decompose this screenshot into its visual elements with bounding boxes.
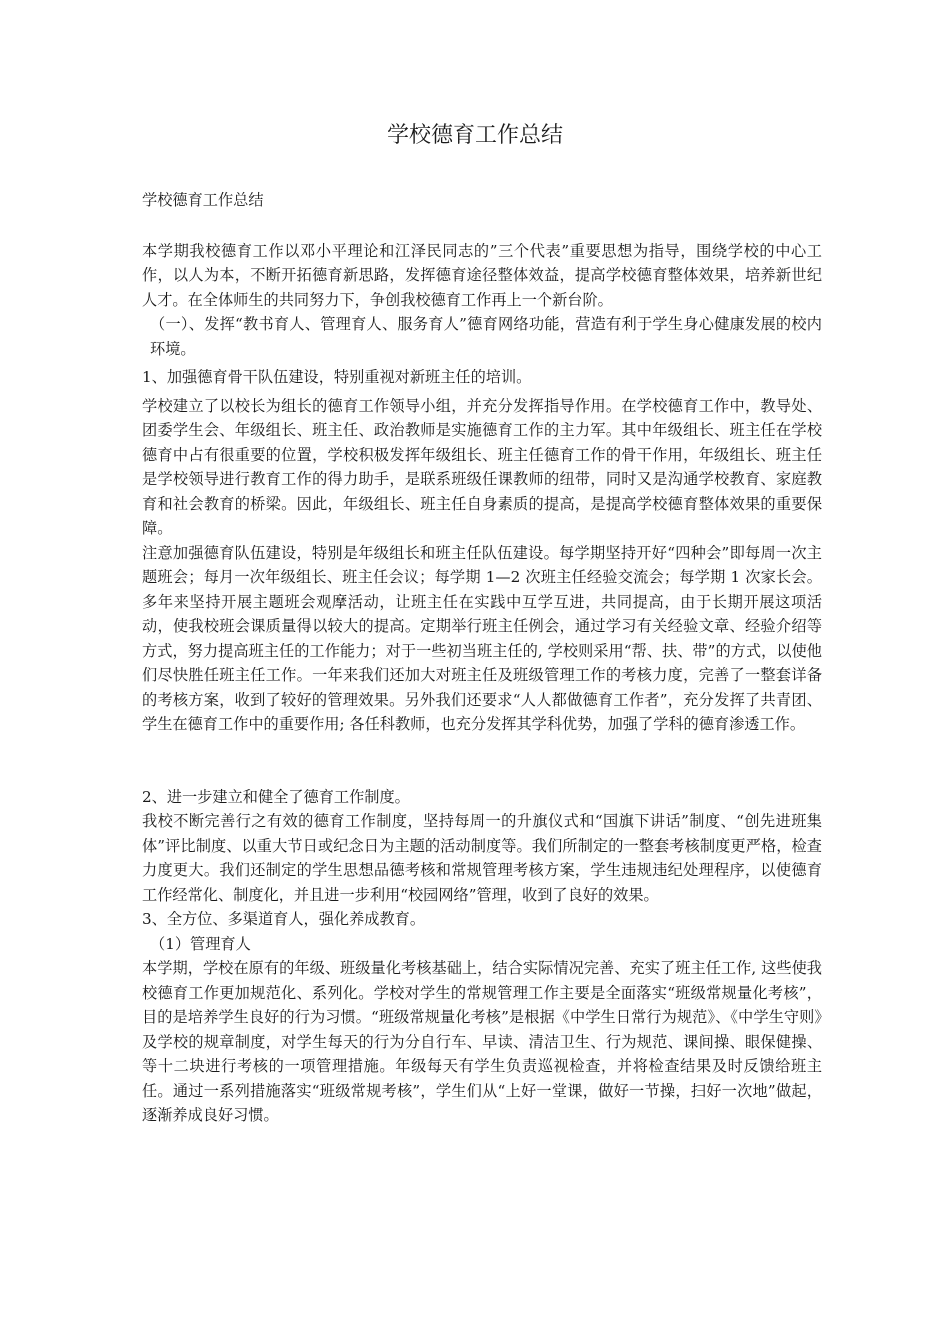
document-title: 学校德育工作总结: [386, 123, 563, 148]
paragraph-intro: 本学期我校德育工作以邓小平理论和江泽民同志的”三个代表”重要思想为指导，围绕学校的中心工作，以人为本，不断开拓德育新思路，发挥德育途径整体效益，提高学校德育整体效果，培养新世纪人才。在全体师生的共同努力下，争创我校德育工作再上一个新台阶。: [142, 241, 822, 309]
subsection-heading-1: 1、加强德育骨干队伍建设，特别重视对新班主任的培训。: [142, 368, 532, 386]
item-heading-management: （1）管理育人: [150, 934, 251, 953]
document-subtitle: 学校德育工作总结: [142, 191, 264, 209]
subsection-heading-2: 2、进一步建立和健全了德育工作制度。: [142, 787, 410, 806]
paragraph-team-building: 注意加强德育队伍建设，特别是年级组长和班主任队伍建设。每学期坚持开好“四种会”即每周一次主题班会；每月一次年级组长、班主任会议；每学期 1—2 次班主任经验交流会；每学期 1 次家长会。多年来坚持开展主题班会观摩活动，让班主任在实践中互学互进，共同提高，由于长期开展这项活动，使我校班会课质量得以较大的提高。定期举行班主任例会，通过学习有关经验文章、经验介绍等方式，努力提高班主任的工作能力；对于一些初当班主任的, 学校则采用“帮、扶、带”的方式，以使他们尽快胜任班主任工作。一年来我们还加大对班主任及班级管理工作的考核力度，完善了一整套详备的考核方案，收到了较好的管理效果。另外我们还要求“人人都做德育工作者”，充分发挥了共青团、学生在德育工作中的重要作用; 各任科教师，也充分发挥其学科优势，加强了学科的德育渗透工作。: [142, 543, 822, 733]
document-body: [142, 188, 822, 1128]
paragraph-system: 我校不断完善行之有效的德育工作制度，坚持每周一的升旗仪式和“国旗下讲话”制度、“创先进班集体”评比制度、以重大节日或纪念日为主题的活动制度等。我们所制定的一整套考核制度更严格，检查力度更大。我们还制定的学生思想品德考核和常规管理考核方案，学生违规违纪处理程序，以使德育工作经常化、制度化，并且进一步利用“校园网络”管理，收到了良好的效果。: [142, 812, 822, 904]
subsection-heading-3: 3、全方位、多渠道育人，强化养成教育。: [142, 910, 426, 928]
section-heading-1: （一）、发挥“教书育人、管理育人、服务育人”德育网络功能，营造有利于学生身心健康发展的校内环境。: [150, 315, 822, 358]
paragraph-leadership: 学校建立了以校长为组长的德育工作领导小组，并充分发挥指导作用。在学校德育工作中，教导处、团委学生会、年级组长、班主任、政治教师是实施德育工作的主力军。其中年级组长、班主任在学校德育中占有很重要的位置，学校积极发挥年级组长、班主任德育工作的骨干作用，年级组长、班主任是学校领导进行教育工作的得力助手，是联系班级任课教师的纽带，同时又是沟通学校教育、家庭教育和社会教育的桥梁。因此，年级组长、班主任自身素质的提高，是提高学校德育整体效果的重要保障。: [142, 396, 822, 537]
paragraph-management: 本学期，学校在原有的年级、班级量化考核基础上，结合实际情况完善、充实了班主任工作, 这些使我校德育工作更加规范化、系列化。学校对学生的常规管理工作主要是全面落实“班级常规量化考核”，目的是培养学生良好的行为习惯。“班级常规量化考核”是根据《中学生日常行为规范》、《中学生守则》及学校的规章制度，对学生每天的行为分自行车、早读、清洁卫生、行为规范、课间操、眼保健操、等十二块进行考核的一项管理措施。年级每天有学生负责巡视检查，并将检查结果及时反馈给班主任。通过一系列措施落实“班级常规考核”，学生们从“上好一堂课，做好一节操，扫好一次地”做起，逐渐养成良好习惯。: [142, 959, 822, 1124]
